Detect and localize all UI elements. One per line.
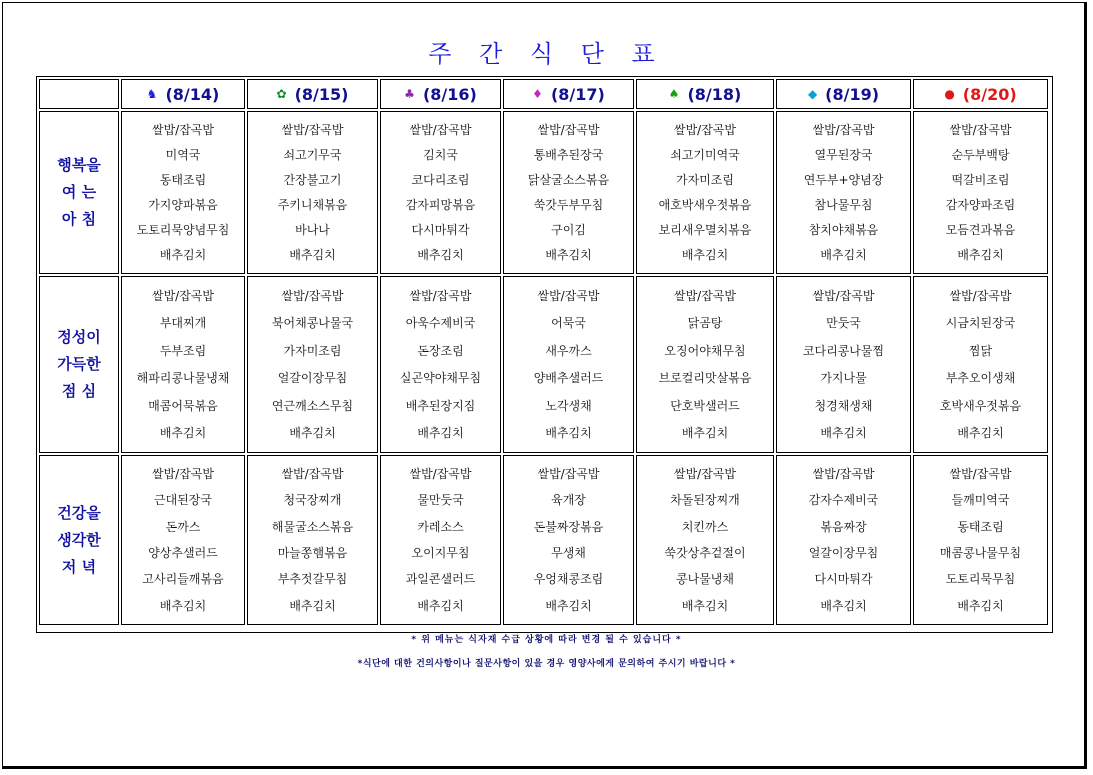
menu-cell [776, 111, 911, 274]
menu-item: 배추김치 [681, 598, 729, 613]
menu-item: 마늘쫑햄볶음 [277, 546, 348, 561]
day-date: (8/18) [687, 84, 742, 104]
menu-item: 오징어야채무침 [664, 343, 746, 358]
menu-cell [636, 455, 774, 625]
meal-label-line: 여 는 [61, 183, 97, 201]
menu-item: 통배추된장국 [533, 147, 604, 162]
page-title: 주 간 식 단 표 [428, 40, 665, 68]
menu-item: 쇠고기미역국 [670, 147, 740, 162]
menu-item: 매콤어묵볶음 [148, 398, 218, 413]
menu-item: 부추오이생채 [945, 371, 1016, 386]
menu-item: 배추김치 [159, 598, 207, 613]
menu-cell [636, 111, 774, 274]
menu-item: 청경채생채 [814, 398, 873, 413]
menu-item: 미역국 [165, 147, 201, 162]
menu-item: 배추김치 [820, 426, 867, 441]
earth-icon: ● [944, 87, 955, 101]
menu-cell [380, 455, 501, 625]
menu-item: 쌀밥/잡곡밥 [409, 122, 472, 137]
menu-item: 다시마튀각 [814, 572, 873, 587]
menu-item: 배추된장지짐 [405, 398, 476, 413]
meal-label-line: 점 심 [61, 382, 97, 400]
menu-item: 돈까스 [165, 519, 201, 534]
menu-table [36, 76, 1053, 633]
menu-item: 쇠고기무국 [283, 147, 342, 162]
menu-item: 떡갈비조림 [951, 172, 1010, 187]
menu-item: 바나나 [295, 223, 330, 238]
day-date: (8/15) [294, 84, 349, 104]
menu-item: 해파리콩나물냉채 [136, 371, 230, 386]
menu-item: 배추김치 [545, 248, 592, 263]
menu-item: 감자피망볶음 [405, 198, 476, 213]
menu-cell [913, 455, 1048, 625]
menu-cell [247, 276, 378, 453]
menu-item: 김치국 [423, 147, 458, 162]
menu-item: 근대된장국 [154, 493, 212, 508]
notice-inquiry: *식단에 대한 건의사항이나 질문사항이 있을 경우 영양사에게 문의하여 주시기 바랍니다 * [357, 659, 736, 669]
menu-item: 쑥갓두부무침 [533, 198, 604, 213]
menu-item: 과일콘샐러드 [405, 572, 476, 587]
menu-cell [121, 276, 245, 453]
menu-item: 배추김치 [417, 598, 464, 613]
menu-item: 호박새우젓볶음 [939, 398, 1022, 413]
menu-item: 동태조림 [957, 519, 1004, 534]
menu-item: 쌀밥/잡곡밥 [949, 122, 1012, 137]
menu-cell [636, 276, 774, 453]
menu-item: 실곤약야채무침 [399, 371, 482, 386]
menu-cell [247, 455, 378, 625]
menu-item: 쌀밥/잡곡밥 [281, 467, 344, 482]
menu-item: 배추김치 [820, 598, 867, 613]
menu-item: 배추김치 [289, 426, 336, 441]
menu-cell [380, 111, 501, 274]
menu-cell [776, 455, 911, 625]
meal-label [39, 276, 119, 453]
menu-item: 가자미조림 [283, 343, 342, 358]
menu-item: 우엉채콩조림 [533, 572, 604, 587]
menu-item: 북어채콩나물국 [271, 316, 354, 331]
menu-item: 쌀밥/잡곡밥 [949, 467, 1012, 482]
menu-item: 쌀밥/잡곡밥 [151, 467, 214, 482]
header-corner [39, 79, 119, 109]
day-header [636, 79, 774, 109]
menu-item: 쌀밥/잡곡밥 [409, 467, 472, 482]
menu-item: 새우까스 [545, 343, 592, 358]
boot-icon: ♞ [146, 87, 158, 101]
menu-item: 고사리들깨볶음 [142, 572, 224, 587]
menu-item: 쌀밥/잡곡밥 [537, 288, 600, 303]
tree-icon: ♠ [668, 87, 680, 101]
menu-item: 배추김치 [545, 426, 592, 441]
meal-label [39, 111, 119, 274]
menu-item: 닭살굴소스볶음 [527, 172, 610, 187]
menu-item: 콩나물냉채 [676, 572, 734, 587]
menu-item: 쌀밥/잡곡밥 [812, 122, 875, 137]
gold-icon: ◆ [807, 87, 818, 101]
menu-item: 부대찌개 [159, 316, 207, 331]
menu-item: 찜닭 [968, 343, 993, 358]
meal-label-line: 정성이 [57, 328, 101, 346]
menu-cell [776, 276, 911, 453]
menu-item: 배추김치 [820, 248, 867, 263]
menu-cell [121, 455, 245, 625]
menu-item: 보리새우멸치볶음 [658, 223, 752, 238]
meal-label-line: 아 침 [61, 210, 97, 228]
meal-label-line: 가득한 [57, 355, 101, 373]
day-header [247, 79, 378, 109]
menu-item: 배추김치 [957, 426, 1004, 441]
menu-item: 애호박새우젓볶음 [658, 198, 752, 213]
menu-item: 배추김치 [159, 248, 207, 263]
menu-item: 쌀밥/잡곡밥 [537, 122, 600, 137]
menu-item: 매콤콩나물무침 [939, 546, 1022, 561]
menu-item: 양배추샐러드 [533, 371, 604, 386]
menu-item: 참나물무침 [814, 198, 873, 213]
menu-item: 배추김치 [417, 426, 464, 441]
notice-change: * 위 메뉴는 식자재 수급 상황에 따라 변경 될 수 있습니다 * [411, 635, 682, 645]
menu-item: 오이지무침 [411, 546, 470, 561]
menu-item: 육개장 [551, 493, 586, 508]
meal-label-line: 건강을 [57, 503, 101, 522]
menu-item: 연근깨소스무침 [271, 398, 354, 413]
menu-item: 배추김치 [289, 248, 336, 263]
menu-item: 쑥갓상추겉절이 [664, 546, 746, 561]
menu-item: 돈불짜장볶음 [533, 519, 604, 534]
menu-item: 물만둣국 [417, 493, 464, 508]
menu-item: 연두부+양념장 [803, 172, 884, 187]
menu-item: 열무된장국 [814, 147, 873, 162]
menu-item: 볶음짜장 [820, 519, 867, 534]
menu-cell [247, 111, 378, 274]
menu-item: 닭곰탕 [687, 316, 723, 331]
menu-item: 모듬견과볶음 [945, 223, 1016, 238]
menu-cell [380, 276, 501, 453]
menu-item: 돈장조림 [417, 343, 464, 358]
menu-item: 구이김 [551, 223, 586, 238]
menu-item: 얼갈이장무침 [277, 371, 348, 386]
menu-item: 들깨미역국 [951, 493, 1010, 508]
menu-item: 배추김치 [289, 598, 336, 613]
menu-item: 쌀밥/잡곡밥 [673, 467, 736, 482]
flower-icon: ✿ [276, 87, 287, 101]
menu-item: 두부조림 [159, 343, 207, 358]
menu-item: 참치야채볶음 [808, 223, 879, 238]
menu-item: 부추젓갈무침 [277, 572, 348, 587]
menu-item: 간장불고기 [283, 172, 342, 187]
menu-item: 양상추샐러드 [148, 546, 218, 561]
day-date: (8/17) [550, 84, 605, 104]
menu-item: 배추김치 [681, 248, 729, 263]
menu-item: 배추김치 [417, 248, 464, 263]
menu-item: 쌀밥/잡곡밥 [949, 288, 1012, 303]
day-date: (8/16) [422, 84, 477, 104]
menu-cell [503, 455, 634, 625]
day-date: (8/14) [165, 84, 220, 104]
day-header [503, 79, 634, 109]
menu-item: 배추김치 [957, 598, 1004, 613]
day-header [380, 79, 501, 109]
menu-item: 쌀밥/잡곡밥 [673, 288, 736, 303]
water-icon: ♦ [532, 87, 543, 101]
menu-item: 순두부백탕 [951, 147, 1010, 162]
menu-item: 코다리조림 [411, 172, 470, 187]
menu-item: 얼갈이장무침 [808, 546, 879, 561]
meal-label [39, 455, 119, 625]
day-header [913, 79, 1048, 109]
menu-item: 감자수제비국 [808, 493, 879, 508]
menu-item: 해물굴소스볶음 [271, 519, 354, 534]
menu-item: 단호박샐러드 [670, 398, 740, 413]
menu-cell [121, 111, 245, 274]
menu-item: 코다리콩나물찜 [802, 343, 885, 358]
menu-item: 주키니채볶음 [277, 198, 348, 213]
menu-item: 무생채 [551, 546, 586, 561]
menu-item: 아욱수제비국 [405, 316, 476, 331]
menu-item: 쌀밥/잡곡밥 [409, 288, 472, 303]
menu-item: 배추김치 [957, 248, 1004, 263]
day-header [121, 79, 245, 109]
menu-item: 배추김치 [545, 598, 592, 613]
menu-item: 쌀밥/잡곡밥 [812, 288, 875, 303]
menu-item: 어묵국 [551, 316, 586, 331]
menu-item: 브로컬리맛살볶음 [658, 371, 752, 386]
day-header [776, 79, 911, 109]
menu-cell [913, 276, 1048, 453]
meal-label-line: 저 녁 [61, 557, 97, 576]
menu-item: 쌀밥/잡곡밥 [537, 467, 600, 482]
menu-item: 가지양파볶음 [148, 198, 218, 213]
menu-item: 쌀밥/잡곡밥 [673, 122, 736, 137]
menu-item: 쌀밥/잡곡밥 [151, 122, 214, 137]
menu-item: 노각생채 [545, 398, 592, 413]
menu-cell [913, 111, 1048, 274]
menu-item: 쌀밥/잡곡밥 [151, 288, 214, 303]
menu-item: 배추김치 [159, 426, 207, 441]
menu-item: 감자양파조림 [945, 198, 1016, 213]
menu-item: 차돌된장찌개 [670, 493, 740, 508]
menu-item: 가지나물 [820, 371, 867, 386]
meal-label-line: 행복을 [57, 156, 101, 174]
menu-item: 청국장찌개 [283, 493, 342, 508]
day-date: (8/20) [962, 84, 1017, 104]
menu-item: 다시마튀각 [411, 223, 470, 238]
menu-item: 카레소스 [417, 519, 464, 534]
day-date: (8/19) [825, 84, 880, 104]
menu-item: 만둣국 [826, 316, 861, 331]
meal-label-line: 생각한 [57, 530, 101, 549]
menu-item: 치킨까스 [681, 519, 729, 534]
menu-item: 시금치된장국 [945, 316, 1016, 331]
menu-item: 쌀밥/잡곡밥 [812, 467, 875, 482]
menu-cell [503, 276, 634, 453]
fire-icon: ♣ [404, 87, 415, 101]
menu-item: 동태조림 [159, 172, 207, 187]
menu-item: 가자미조림 [676, 172, 734, 187]
menu-item: 도토리묵무침 [945, 572, 1016, 587]
menu-cell [503, 111, 634, 274]
menu-item: 배추김치 [681, 426, 729, 441]
menu-item: 쌀밥/잡곡밥 [281, 122, 344, 137]
menu-item: 도토리묵양념무침 [136, 223, 230, 238]
menu-item: 쌀밥/잡곡밥 [281, 288, 344, 303]
